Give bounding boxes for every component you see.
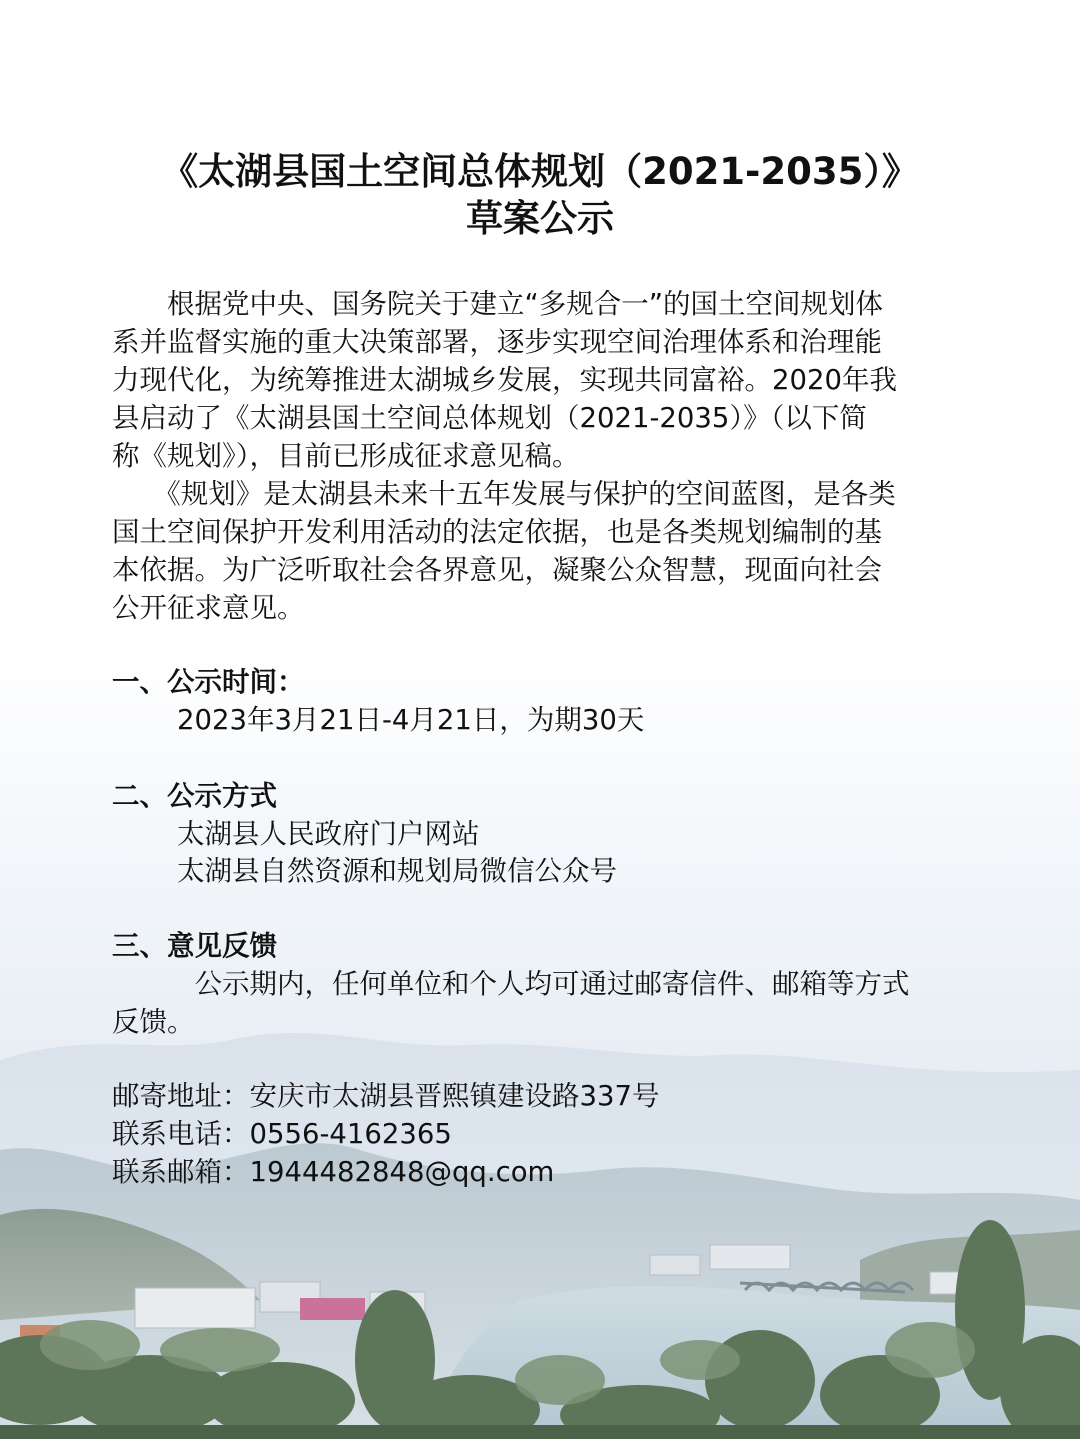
paragraph-line: 反馈。 bbox=[112, 1006, 195, 1038]
paragraph-line: 根据党中央、国务院关于建立“多规合一”的国土空间规划体 bbox=[112, 288, 883, 320]
paragraph-line: 公示期内，任何单位和个人均可通过邮寄信件、邮箱等方式 bbox=[112, 968, 910, 1000]
intro-paragraph-1 bbox=[112, 285, 1012, 475]
paragraph-line: 系并监督实施的重大决策部署，逐步实现空间治理体系和治理能 bbox=[112, 326, 882, 358]
feedback-paragraph bbox=[112, 965, 1012, 1041]
paragraph-line: 力现代化，为统筹推进太湖城乡发展，实现共同富裕。2020年我 bbox=[112, 364, 897, 396]
section-heading-feedback: 三、意见反馈 bbox=[112, 930, 277, 962]
intro-paragraph-2 bbox=[112, 475, 1012, 627]
paragraph-line: 国土空间保护开发利用活动的法定依据，也是各类规划编制的基 bbox=[112, 516, 882, 548]
notice-period: 2023年3月21日-4月21日，为期30天 bbox=[177, 704, 645, 736]
contact-address: 邮寄地址：安庆市太湖县晋熙镇建设路337号 bbox=[112, 1080, 660, 1112]
contact-phone: 联系电话：0556-4162365 bbox=[112, 1118, 452, 1150]
paragraph-line: 本依据。为广泛听取社会各界意见，凝聚公众智慧，现面向社会 bbox=[112, 554, 882, 586]
paragraph-line: 《规划》是太湖县未来十五年发展与保护的空间蓝图，是各类 bbox=[112, 478, 896, 510]
section-heading-time: 一、公示时间： bbox=[112, 666, 305, 698]
paragraph-line: 称《规划》），目前已形成征求意见稿。 bbox=[112, 440, 580, 472]
document-subtitle: 草案公示 bbox=[466, 197, 614, 240]
notice-channel-website: 太湖县人民政府门户网站 bbox=[177, 818, 480, 850]
paragraph-line: 公开征求意见。 bbox=[112, 592, 305, 624]
document-title: 《太湖县国土空间总体规划（2021-2035）》 bbox=[161, 150, 919, 193]
section-heading-method: 二、公示方式 bbox=[112, 780, 277, 812]
contact-email: 联系邮箱：1944482848@qq.com bbox=[112, 1156, 555, 1188]
paragraph-line: 县启动了《太湖县国土空间总体规划（2021-2035）》（以下简 bbox=[112, 402, 867, 434]
notice-channel-wechat: 太湖县自然资源和规划局微信公众号 bbox=[177, 855, 617, 887]
